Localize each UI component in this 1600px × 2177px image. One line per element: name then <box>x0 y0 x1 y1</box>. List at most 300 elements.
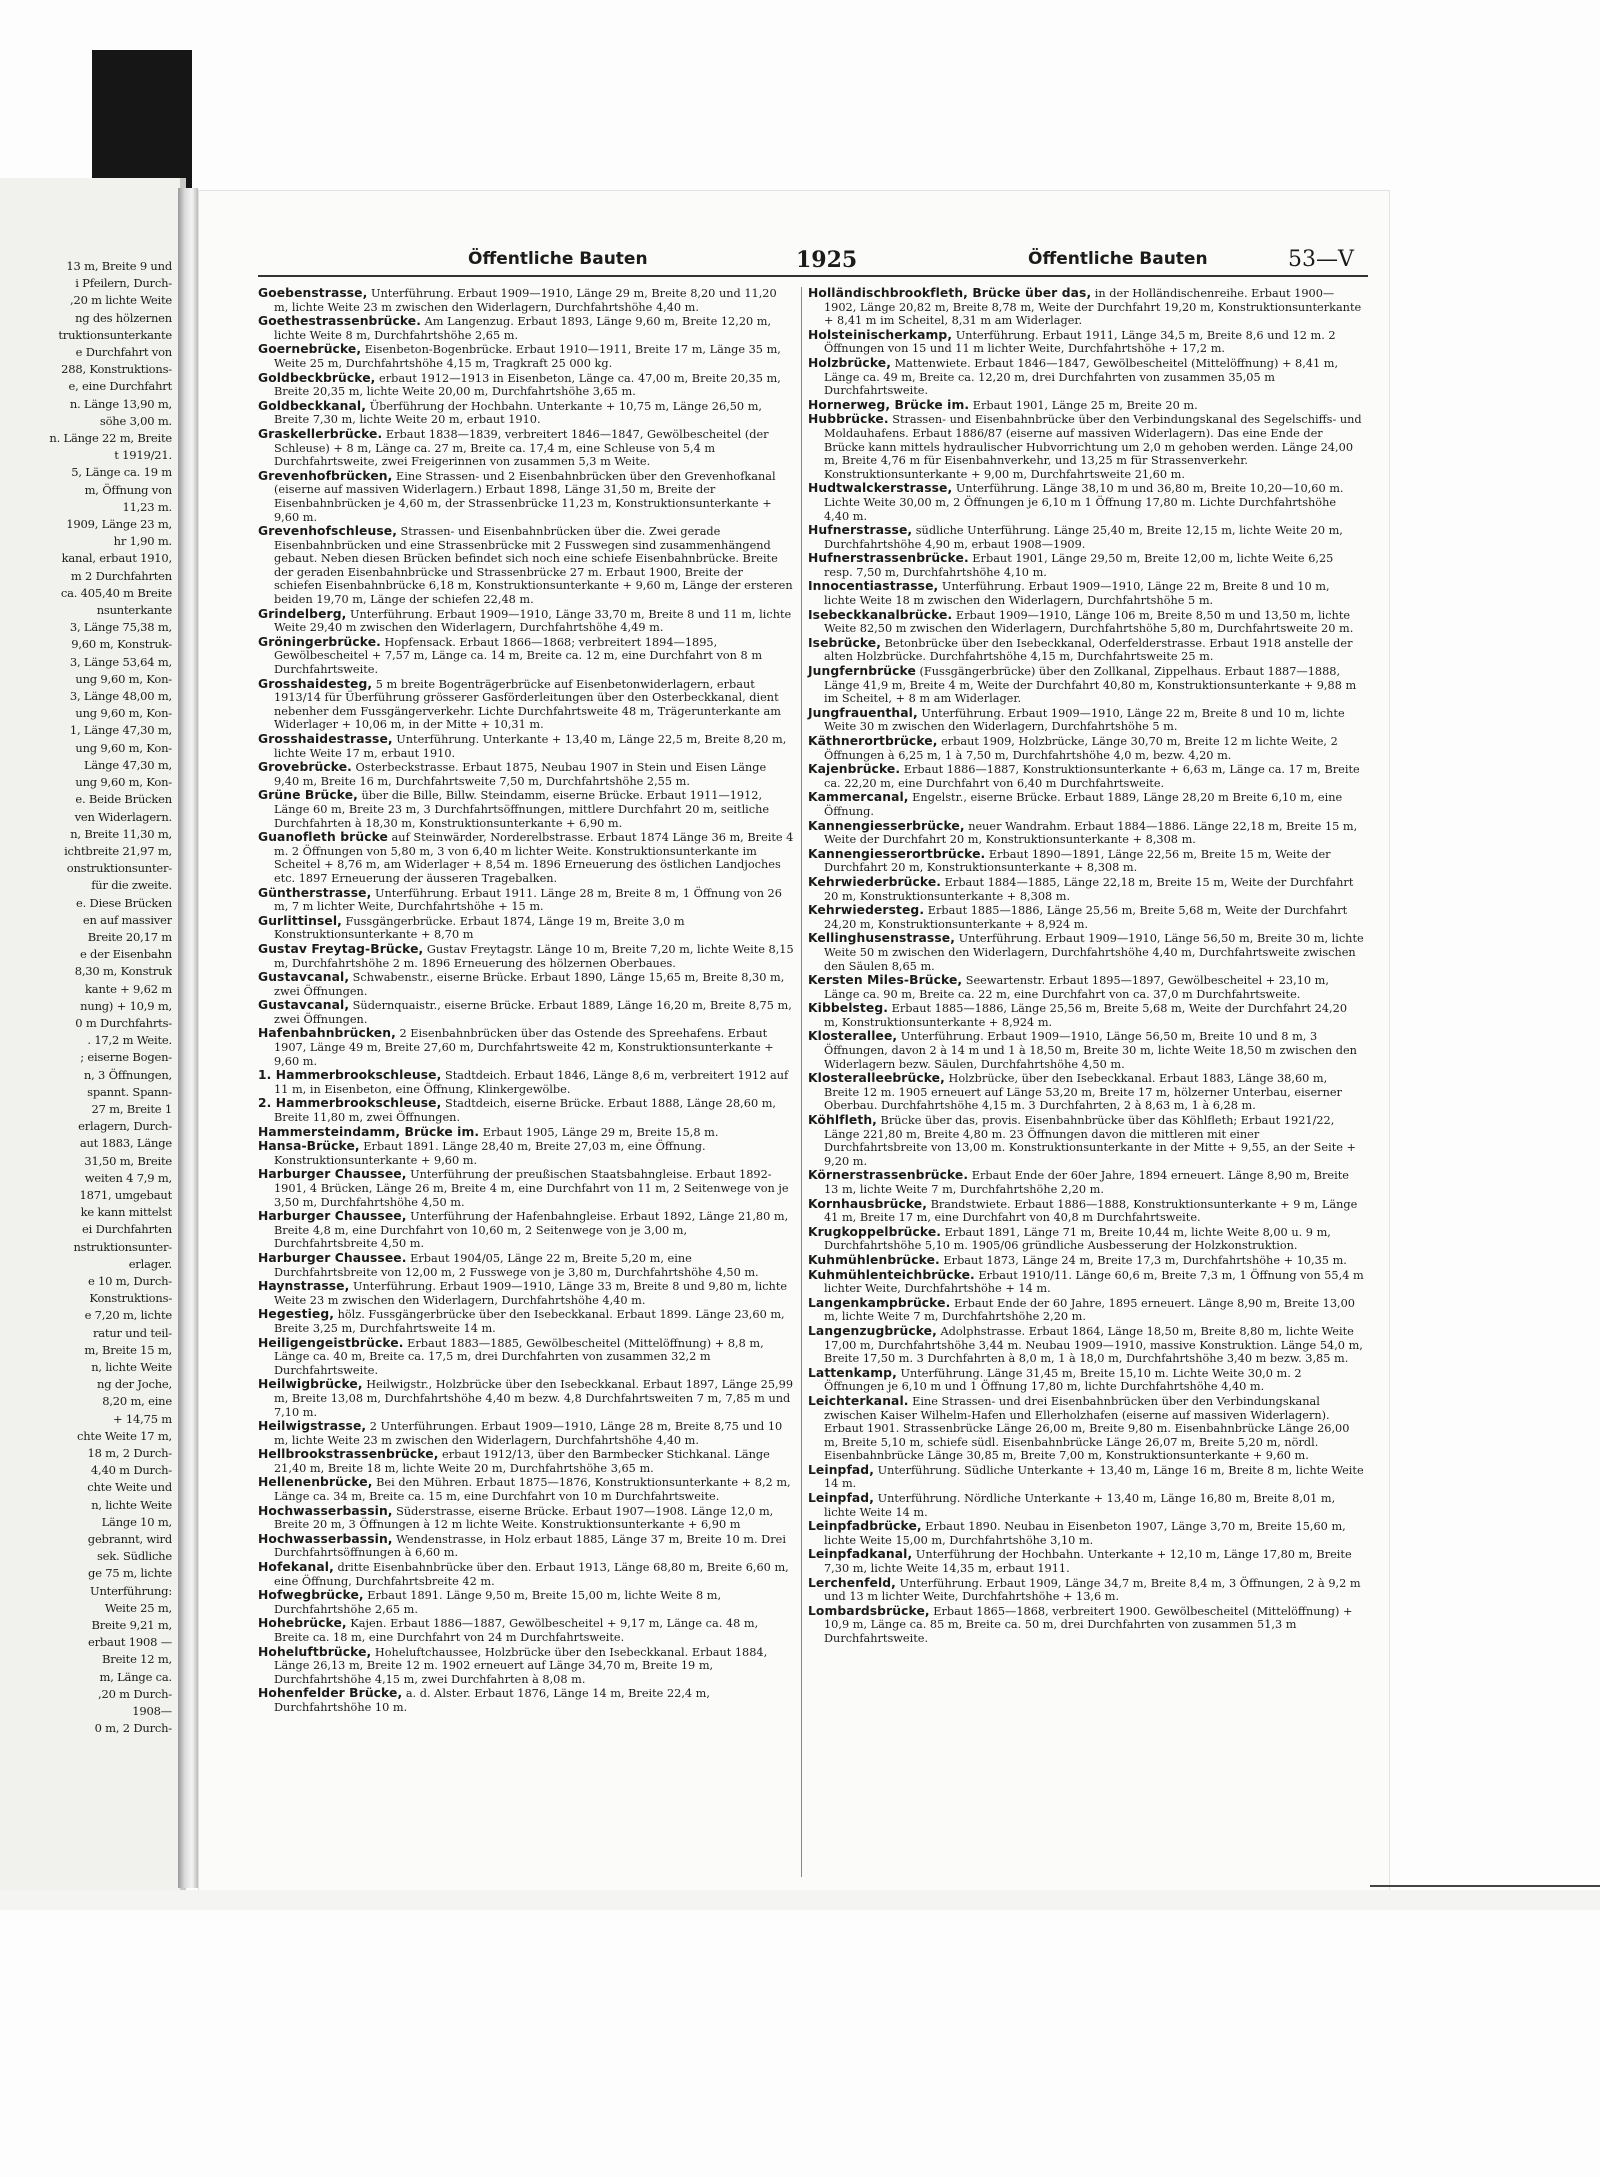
entry-title: Hufnerstrasse, <box>808 523 913 538</box>
entry-text: Erbaut 1891. Länge 28,40 m, Breite 27,03 m, eine Öffnung. Konstruktionsunterkante + 9,60 m. <box>274 1140 706 1167</box>
bridge-entry <box>258 761 794 788</box>
facing-page-line: ei Durchfahrten <box>82 1222 172 1237</box>
header-rule <box>258 275 1368 277</box>
entry-title: Leichterkanal. <box>808 1393 909 1408</box>
bridge-entry <box>258 1280 794 1307</box>
bridge-entry <box>808 1002 1364 1029</box>
bridge-entry <box>808 482 1364 523</box>
entry-text: Erbaut 1885—1886, Länge 25,56 m, Breite 5,68 m, Weite der Durchfahrt 24,20 m, Konstruktionsunterkante + 8,924 m. <box>824 1002 1348 1029</box>
entry-title: Goldbeckkanal, <box>258 398 366 413</box>
facing-page-line: 27 m, Breite 1 <box>91 1101 172 1116</box>
entry-title: Isebeckkanalbrücke. <box>808 607 953 622</box>
facing-page-line: ichtbreite 21,97 m, <box>64 843 172 858</box>
entry-text: in der Holländischenreihe. Erbaut 1900—1902, Länge 20,82 m, Breite 8,78 m, Weite der Durchfahrt 19,20 m, Konstruktionsunterkante + 8,41 m im Scheitel, 8,31 m am Widerlager. <box>824 287 1362 328</box>
entry-text: Erbaut 1905, Länge 29 m, Breite 15,8 m. <box>479 1125 719 1139</box>
facing-page-line: e 7,20 m, lichte <box>84 1308 172 1323</box>
entry-title: Leinpfad, <box>808 1491 874 1506</box>
entry-title: Grindelberg, <box>258 606 347 621</box>
entry-title: Lombardsbrücke, <box>808 1603 930 1618</box>
facing-page-line: Weite 25 m, <box>104 1600 172 1615</box>
entry-text: Eine Strassen- und drei Eisenbahnbrücken über den Verbindungskanal zwischen Kaiser Wilhelm-Hafen und Ellerholzhafen (eiserne auf massiven Widerlagern). Erbaut 1901. Strassenbrücke Länge 26,00 m, Breite 9,80 m. Eisenbahnbrücke Länge 26,00 m, Breite 5,10 m, schiefe südl. Eisenbahnbrücke Länge 26,07 m, Breite 5,20 m, nördl. Eisenbahnbrücke Länge 30,85 m, Breite 7,00 m, Konstruktionsunterkante + 9,60 m. <box>824 1394 1350 1463</box>
bridge-entry <box>258 971 794 998</box>
entry-title: Jungfernbrücke <box>808 664 916 679</box>
entry-title: Heiligengeistbrücke. <box>258 1335 404 1350</box>
bridge-entry <box>808 1169 1364 1196</box>
facing-page-line: erbaut 1908 — <box>87 1635 172 1650</box>
entry-text: Erbaut 1901, Länge 29,50 m, Breite 12,00 m, lichte Weite 6,25 resp. 7,50 m, Durchfahrtshöhe 4,10 m. <box>824 552 1334 579</box>
entry-title: Kannengiesserbrücke, <box>808 818 965 833</box>
facing-page-line: 0 m, 2 Durch- <box>94 1721 172 1736</box>
facing-page-line: ng des hölzernen <box>75 310 172 325</box>
facing-page-line: en auf massiver <box>82 912 172 927</box>
entry-title: Hohebrücke, <box>258 1616 347 1631</box>
right-column <box>808 287 1364 1647</box>
bridge-entry <box>808 763 1364 790</box>
bridge-entry <box>808 1464 1364 1491</box>
facing-page-line: ca. 405,40 m Breite <box>60 585 172 600</box>
entry-title: Kannengiesserortbrücke. <box>808 846 986 861</box>
entry-title: Goethestrassenbrücke. <box>258 314 422 329</box>
entry-title: Hammersteindamm, Brücke im. <box>258 1124 480 1139</box>
entry-text: a. d. Alster. Erbaut 1876, Länge 14 m, Breite 22,4 m, Durchfahrtshöhe 10 m. <box>274 1687 710 1714</box>
entry-title: Langenzugbrücke, <box>808 1323 937 1338</box>
entry-text: über die Bille, Billw. Steindamm, eiserne Brücke. Erbaut 1911—1912, Länge 60 m, Breite 23 m, 3 Durchfahrtsöffnungen, mittlere Durchfahrt 20 m, seitliche Durchfahrten à 18,30 m, Konstruktionsunterkante + 6,90 m. <box>274 789 770 830</box>
entry-title: Holländischbrookfleth, Brücke über das, <box>808 286 1092 300</box>
entry-title: Hofekanal, <box>258 1560 334 1575</box>
page-number: 53—V <box>1288 247 1354 272</box>
entry-title: Lattenkamp, <box>808 1365 897 1380</box>
facing-page-line: ung 9,60 m, Kon- <box>75 740 172 755</box>
entry-title: Kammercanal, <box>808 790 909 805</box>
entry-title: Hornerweg, Brücke im. <box>808 397 970 412</box>
entry-title: Grevenhofbrücken, <box>258 468 393 483</box>
facing-page-line: sek. Südliche <box>96 1549 172 1564</box>
facing-page-line: ,20 m Durch- <box>98 1686 172 1701</box>
facing-page-line: 18 m, 2 Durch- <box>87 1446 172 1461</box>
entry-title: Hellbrookstrassenbrücke, <box>258 1447 439 1462</box>
entry-title: Holsteinischerkamp, <box>808 327 953 342</box>
facing-page-line: für die zweite. <box>91 878 172 893</box>
entry-text: südliche Unterführung. Länge 25,40 m, Breite 12,15 m, lichte Weite 20 m, Durchfahrtshöhe 4,90 m, erbaut 1908—1909. <box>824 524 1343 551</box>
entry-title: Graskellerbrücke. <box>258 426 383 441</box>
facing-page-line: Breite 12 m, <box>102 1652 172 1667</box>
entry-text: Erbaut 1885—1886, Länge 25,56 m, Breite 5,68 m, Weite der Durchfahrt 24,20 m, Konstruktionsunterkante + 8,924 m. <box>824 904 1348 931</box>
entry-title: Langenkampbrücke. <box>808 1295 951 1310</box>
bridge-entry <box>258 1168 794 1209</box>
facing-page-line: kante + 9,62 m <box>85 981 172 996</box>
facing-page-line: n, Breite 11,30 m, <box>70 826 172 841</box>
facing-page-fragment <box>0 178 186 1898</box>
bridge-entry <box>808 932 1364 973</box>
entry-title: Gröningerbrücke. <box>258 634 381 649</box>
facing-page-line: 1, Länge 47,30 m, <box>69 723 172 738</box>
facing-page-line: m, Öffnung von <box>84 482 172 497</box>
entry-text: Osterbeckstrasse. Erbaut 1875, Neubau 1907 in Stein und Eisen Länge 9,40 m, Breite 16 m, Durchfahrtsweite 7,50 m, Durchfahrtshöhe 2,55 m. <box>274 761 767 788</box>
entry-title: Hudtwalckerstrasse, <box>808 481 953 496</box>
entry-text: Erbaut Ende der 60 Jahre, 1895 erneuert. Länge 8,90 m, Breite 13,00 m, lichte Weite 7 m, Durchfahrtshöhe 2,20 m. <box>824 1296 1355 1324</box>
entry-text: (Fussgängerbrücke) über den Zollkanal, Zippelhaus. Erbaut 1887—1888, Länge 41,9 m, Breite 4 m, Weite der Durchfahrt 40,80 m, Konstruktionsunterkante + 9,88 m im Scheitel, + 8 m am Widerlager. <box>824 665 1357 706</box>
entry-title: Klosteralleebrücke, <box>808 1071 945 1086</box>
bridge-entry <box>258 608 794 635</box>
bridge-entry <box>258 999 794 1026</box>
entry-title: Kajenbrücke. <box>808 762 901 777</box>
facing-page-line: Breite 9,21 m, <box>91 1618 172 1633</box>
facing-page-line: hr 1,90 m. <box>113 534 172 549</box>
facing-page-line: e der Eisenbahn <box>80 947 172 962</box>
entry-title: Jungfrauenthal, <box>808 705 918 720</box>
bridge-entry <box>808 1548 1364 1575</box>
facing-page-line: ng der Joche, <box>97 1377 172 1392</box>
entry-title: Krugkoppelbrücke. <box>808 1224 942 1239</box>
facing-page-line: aut 1883, Länge <box>79 1136 172 1151</box>
entry-title: Hellenenbrücke, <box>258 1475 373 1490</box>
entry-title: Leinpfad, <box>808 1462 874 1477</box>
entry-text: Unterführung der Hochbahn. Unterkante + 12,10 m, Länge 17,80 m, Breite 7,30 m, lichte Weite 14,35 m, erbaut 1911. <box>824 1548 1352 1576</box>
facing-page-line: 9,60 m, Konstruk- <box>71 637 172 652</box>
bridge-entry <box>258 1252 794 1279</box>
entry-text: Brandstwiete. Erbaut 1886—1888, Konstruktionsunterkante + 9 m, Länge 41 m, Breite 17 m, eine Durchfahrt von 40,8 m Durchfahrtsweite. <box>824 1197 1358 1225</box>
entry-title: Kuhmühlenteichbrücke. <box>808 1267 975 1282</box>
scan-edge-rule <box>1370 1885 1600 1887</box>
facing-page-line: 8,30 m, Konstruk <box>74 964 172 979</box>
bridge-entry <box>258 1448 794 1475</box>
entry-text: dritte Eisenbahnbrücke über den. Erbaut 1913, Länge 68,80 m, Breite 6,60 m, eine Öffnung, Durchfahrtsbreite 42 m. <box>274 1561 789 1588</box>
bridge-entry <box>258 943 794 970</box>
facing-page-line: ung 9,60 m, Kon- <box>75 706 172 721</box>
bridge-entry <box>808 1030 1364 1071</box>
entry-text: auf Steinwärder, Norderelbstrasse. Erbaut 1874 Länge 36 m, Breite 4 m. 2 Öffnungen von 5,80 m, 3 von 6,40 m lichter Weite. Konstruktionsunterkante im Scheitel + 8,76 m, am Widerlager + 8,54 m. 1896 Erneuerung des östlichen Landjoches etc. 1897 Erneuerung der äusseren Tragebalken. <box>274 831 794 885</box>
entry-title: Gustavcanal, <box>258 970 350 985</box>
facing-page-line: Konstruktions- <box>89 1291 172 1306</box>
bridge-entry <box>808 707 1364 734</box>
entry-text: Erbaut 1901, Länge 25 m, Breite 20 m. <box>969 398 1198 412</box>
bridge-entry <box>258 915 794 942</box>
entry-title: Gustav Freytag-Brücke, <box>258 941 424 956</box>
entry-title: Harburger Chaussee, <box>258 1167 407 1182</box>
column-divider <box>801 287 802 1877</box>
facing-page-line: chte Weite 17 m, <box>76 1428 172 1443</box>
bridge-entry <box>808 1520 1364 1547</box>
facing-page-line: nstruktionsunter- <box>73 1239 172 1254</box>
bridge-entry <box>808 1226 1364 1253</box>
facing-page-line: m 2 Durchfahrten <box>70 568 172 583</box>
bridge-entry <box>808 665 1364 706</box>
entry-title: Heilwigbrücke, <box>258 1377 363 1392</box>
header-left-title: Öffentliche Bauten <box>468 249 648 269</box>
bridge-entry <box>258 428 794 469</box>
entry-title: Holzbrücke, <box>808 355 891 370</box>
entry-text: Unterführung. Südliche Unterkante + 13,40 m, Länge 16 m, Breite 8 m, lichte Weite 14 m. <box>824 1463 1364 1491</box>
entry-title: Goernebrücke, <box>258 342 362 357</box>
bridge-entry <box>258 789 794 830</box>
entry-text: erbaut 1912—1913 in Eisenbeton, Länge ca. 47,00 m, Breite 20,35 m, Breite 20,35 m, lichte Weite 20,00 m, Durchfahrtshöhe 3,65 m. <box>274 371 781 399</box>
facing-page-line: + 14,75 m <box>113 1411 172 1426</box>
facing-page-line: Breite 20,17 m <box>87 929 172 944</box>
entry-title: Innocentiastrasse, <box>808 579 939 594</box>
facing-page-line: 1908— <box>132 1704 172 1719</box>
bridge-entry <box>258 1505 794 1532</box>
page-header <box>258 245 1388 281</box>
bridge-entry <box>808 1254 1364 1268</box>
bridge-entry <box>808 1367 1364 1394</box>
entry-text: Stadtdeich. Erbaut 1846, Länge 8,6 m, verbreitert 1912 auf 11 m, in Eisenbeton, eine Öffnung, Klinkergewölbe. <box>274 1069 789 1096</box>
entry-title: Leinpfadbrücke, <box>808 1519 922 1534</box>
facing-page-line: ung 9,60 m, Kon- <box>75 775 172 790</box>
entry-text: Am Langenzug. Erbaut 1893, Länge 9,60 m, Breite 12,20 m, lichte Weite 8 m, Durchfahrtshöhe 2,65 m. <box>274 315 772 342</box>
entry-text: Unterführung. Erbaut 1909—1910, Länge 56,50 m, Breite 30 m, lichte Weite 50 m zwischen den Widerlagern, Durchfahrtshöhe 4,40 m, Durchfahrtsweite zwischen den Säulen 8,65 m. <box>824 932 1364 973</box>
entry-text: Gustav Freytagstr. Länge 10 m, Breite 7,20 m, lichte Weite 8,15 m, Durchfahrtshöhe 2 m. 1896 Erneuerung des hölzernen Oberbaues. <box>274 942 794 970</box>
facing-page-line: erlager. <box>128 1256 172 1271</box>
facing-page-line: 8,20 m, eine <box>102 1394 172 1409</box>
facing-page-line: ratur und teil- <box>92 1325 172 1340</box>
bridge-entry <box>808 1269 1364 1296</box>
entry-title: Gurlittinsel, <box>258 913 342 928</box>
bridge-entry <box>258 887 794 914</box>
entry-text: Unterführung. Nördliche Unterkante + 13,40 m, Länge 16,80 m, Breite 8,01 m, lichte Weite 14 m. <box>824 1492 1336 1519</box>
bridge-entry <box>258 1308 794 1335</box>
entry-text: Erbaut 1886—1887, Konstruktionsunterkante + 6,63 m, Länge ca. 17 m, Breite ca. 22,20 m, eine Durchfahrt von 6,40 m Durchfahrtsweite. <box>824 763 1360 790</box>
entry-text: Erbaut 1891, Länge 71 m, Breite 10,44 m, lichte Weite 8,00 u. 9 m, Durchfahrtshöhe 5,10 m. 1905/06 gründliche Ausbesserung der Holzkonstruktion. <box>824 1225 1331 1253</box>
facing-page-line: ge 75 m, lichte <box>88 1566 172 1581</box>
entry-text: Strassen- und Eisenbahnbrücke über den Verbindungskanal des Segelschiffs- und Moldauhafens. Erbaut 1886/87 (eiserne auf massiven Widerlagern). Das eine Ende der Brücke kann mittels hydraulischer Hubvorrichtung um 2,0 m gehoben werden. Länge 24,00 m, Breite 4,76 m für Eisenbahnverkehr, und 13,25 m für Strassenverkehr. Konstruktionsunterkante + 9,00 m, Durchfahrtsweite 21,60 m. <box>824 413 1362 481</box>
facing-page-line: n. Länge 22 m, Breite <box>49 431 172 446</box>
entry-title: Goldbeckbrücke, <box>258 370 376 385</box>
entry-text: Holzbrücke, über den Isebeckkanal. Erbaut 1883, Länge 38,60 m, Breite 12 m. 1905 erneuert auf Länge 53,20 m, Breite 17 m, hölzerner Unterbau, eiserner Oberbau. Durchfahrtshöhe 4,15 m. 3 Durchfahrten, 2 à 8,63 m, 1 à 6,28 m. <box>824 1072 1342 1113</box>
bridge-entry <box>258 1533 794 1560</box>
bridge-entry <box>258 1646 794 1687</box>
entry-text: Erbaut 1865—1868, verbreitert 1900. Gewölbescheitel (Mittelöffnung) + 10,9 m, Länge ca. 85 m, Breite ca. 50 m, drei Durchfahrten von zusammen 51,3 m Durchfahrtsweite. <box>824 1604 1353 1645</box>
entry-text: Engelstr., eiserne Brücke. Erbaut 1889, Länge 28,20 m Breite 6,10 m, eine Öffnung. <box>824 791 1343 818</box>
left-column <box>258 287 794 1716</box>
bridge-entry <box>258 315 794 342</box>
entry-text: Unterführung. Erbaut 1911. Länge 28 m, Breite 8 m, 1 Öffnung von 26 m, 7 m lichter Weite, Durchfahrtshöhe + 15 m. <box>274 886 782 914</box>
bridge-entry <box>808 637 1364 664</box>
facing-page-line: 11,23 m. <box>122 499 172 514</box>
entry-title: Grüne Brücke, <box>258 788 358 803</box>
entry-title: Grovebrücke. <box>258 760 352 775</box>
facing-page-line: söhe 3,00 m. <box>99 413 172 428</box>
entry-text: Erbaut 1910/11. Länge 60,6 m, Breite 7,3 m, 1 Öffnung von 55,4 m lichter Weite, Durchfahrtshöhe + 14 m. <box>824 1268 1364 1296</box>
entry-title: Isebrücke, <box>808 635 882 650</box>
bridge-entry <box>258 1126 794 1140</box>
bridge-entry <box>808 357 1364 398</box>
bridge-entry <box>808 848 1364 875</box>
entry-text: Schwabenstr., eiserne Brücke. Erbaut 1890, Länge 15,65 m, Breite 8,30 m, zwei Öffnungen. <box>274 971 785 998</box>
entry-text: Betonbrücke über den Isebeckkanal, Oderfelderstrasse. Erbaut 1918 anstelle der alten Holzbrücke. Durchfahrtshöhe 4,15 m, Durchfahrtsweite 25 m. <box>824 636 1353 664</box>
facing-page-line: n, 3 Öffnungen, <box>83 1067 172 1082</box>
bridge-entry <box>808 1072 1364 1113</box>
bridge-entry <box>808 904 1364 931</box>
entry-title: Kibbelsteg. <box>808 1001 889 1016</box>
facing-page-line: 5, Länge ca. 19 m <box>71 465 172 480</box>
bridge-entry <box>808 735 1364 762</box>
entry-text: Erbaut 1884—1885, Länge 22,18 m, Breite 15 m, Weite der Durchfahrt 20 m, Konstruktionsunterkante + 8,308 m. <box>824 875 1354 903</box>
entry-text: Heilwigstr., Holzbrücke über den Isebeckkanal. Erbaut 1897, Länge 25,99 m, Breite 13,08 m, Durchfahrtshöhe 4,40 m bezw. 4,8 Durchfahrtsweiten 7 m, 7,85 m und 7,10 m. <box>274 1378 794 1419</box>
facing-page-line: ven Widerlagern. <box>74 809 172 824</box>
entry-text: Kajen. Erbaut 1886—1887, Gewölbescheitel + 9,17 m, Länge ca. 48 m, Breite ca. 18 m, eine Durchfahrt von 24 m Durchfahrtsweite. <box>274 1617 759 1644</box>
entry-title: 2. Hammerbrookschleuse, <box>258 1096 442 1111</box>
bridge-entry <box>808 399 1364 413</box>
bridge-entry <box>258 400 794 427</box>
entry-text: erbaut 1912/13, über den Barmbecker Stichkanal. Länge 21,40 m, Breite 18 m, lichte Weite 20 m, Durchfahrtshöhe 3,65 m. <box>274 1448 770 1475</box>
entry-title: Goebenstrasse, <box>258 286 368 300</box>
entry-text: Adolphstrasse. Erbaut 1864, Länge 18,50 m, Breite 8,80 m, lichte Weite 17,00 m, Durchfahrtshöhe 3,44 m. Neubau 1909—1910, massive Konstruktion. Länge 54,0 m, Breite 17,50 m. 3 Durchfahrten à 8,0 m, 1 à 18,0 m, Durchfahrtshöhe 3,40 m bezw. 3,85 m. <box>824 1324 1363 1366</box>
bridge-entry <box>258 1561 794 1588</box>
bridge-entry <box>808 413 1364 481</box>
facing-page-line: . 17,2 m Weite. <box>87 1033 172 1048</box>
entry-title: Harburger Chaussee, <box>258 1209 407 1224</box>
entry-text: Eisenbeton-Bogenbrücke. Erbaut 1910—1911, Breite 17 m, Länge 35 m, Weite 25 m, Durchfahrtshöhe 4,15 m, Tragkraft 25 000 kg. <box>274 343 781 370</box>
entry-title: Gustavcanal, <box>258 998 350 1013</box>
entry-text: Hopfensack. Erbaut 1866—1868; verbreitert 1894—1895, Gewölbescheitel + 7,57 m, Länge ca. 14 m, Breite ca. 12 m, eine Durchfahrt von 8 m Durchfahrtsweite. <box>274 635 763 677</box>
bridge-entry <box>258 1476 794 1503</box>
bridge-entry <box>808 1114 1364 1168</box>
entry-text: Erbaut 1838—1839, verbreitert 1846—1847, Gewölbescheitel (der Schleuse) + 8 m, Länge ca. 27 m, Breite ca. 17,4 m, eine Schleuse von 5,4 m Durchfahrtsweite, zwei Freigerinnen von zusammen 5,3 m Weite. <box>274 427 769 469</box>
bridge-entry <box>258 1210 794 1251</box>
entry-text: Unterführung. Länge 38,10 m und 36,80 m, Breite 10,20—10,60 m. Lichte Weite 30,00 m, 2 Öffnungen je 6,10 m 1 Öffnung 17,80 m. Lichte Durchfahrtshöhe 4,40 m. <box>824 482 1344 523</box>
entry-title: Hegestieg, <box>258 1307 335 1322</box>
entry-title: Hochwasserbassin, <box>258 1531 393 1546</box>
entry-title: Hubbrücke. <box>808 412 889 427</box>
entry-text: Unterführung. Länge 31,45 m, Breite 15,10 m. Lichte Weite 30,0 m. 2 Öffnungen je 6,10 m und 1 Öffnung 17,80 m, lichte Durchfahrtshöhe 4,40 m. <box>824 1366 1302 1394</box>
entry-text: 5 m breite Bogenträgerbrücke auf Eisenbetonwiderlagern, erbaut 1913/14 für Überführung grösserer Gasförderleitungen über den Osterbeckkanal, dient nebenher dem Fussgängerverkehr. Lichte Durchfahrtsweite 48 m, Trägerunterkante am Widerlager + 10,06 m, in der Mitte + 10,31 m. <box>274 677 781 732</box>
bridge-entry <box>258 1027 794 1068</box>
bridge-entry <box>258 1617 794 1644</box>
entry-title: Haynstrasse, <box>258 1279 350 1294</box>
bridge-entry <box>258 636 794 677</box>
entry-title: Grosshaidestrasse, <box>258 732 393 746</box>
facing-page-line: e 10 m, Durch- <box>87 1273 172 1288</box>
entry-text: Fussgängerbrücke. Erbaut 1874, Länge 19 m, Breite 3,0 m Konstruktionsunterkante + 8,70 m <box>274 914 685 942</box>
entry-text: Unterführung der preußischen Staatsbahngleise. Erbaut 1892-1901, 4 Brücken, Länge 26 m, Breite 4 m, eine Durchfahrt von 11 m, 2 Seitenwege von je 3,50 m, Durchfahrtshöhe 4,50 m. <box>274 1168 789 1209</box>
entry-title: Hoheluftbrücke, <box>258 1644 372 1659</box>
entry-text: Überführung der Hochbahn. Unterkante + 10,75 m, Länge 26,50 m, Breite 7,30 m, lichte Weite 20 m, erbaut 1910. <box>274 399 763 427</box>
facing-page-line: kanal, erbaut 1910, <box>61 551 172 566</box>
facing-page-line: Länge 10 m, <box>101 1514 172 1529</box>
entry-text: Unterführung der Hafenbahngleise. Erbaut 1892, Länge 21,80 m, Breite 4,8 m, eine Durchfahrt von 10,60 m, 2 Seitenwege von je 3,00 m, Durchfahrtsbreite 4,50 m. <box>274 1210 789 1251</box>
entry-text: Brücke über das, provis. Eisenbahnbrücke über das Köhlfleth; Erbaut 1921/22, Länge 221,80 m, Breite 4,80 m. 23 Öffnungen davon die mittleren mit einer Durchfahrtsbreite von 13,00 m. Konstruktionsunterkante in der Mitte + 9,55, an der Seite + 9,20 m. <box>824 1114 1356 1168</box>
entry-title: Hohenfelder Brücke, <box>258 1686 403 1701</box>
bridge-entry <box>258 1069 794 1096</box>
entry-text: Erbaut 1909—1910, Länge 106 m, Breite 8,50 m und 13,50 m, lichte Weite 82,50 m zwischen den Widerlagern, Durchfahrtshöhe 5,80 m, Durchfahrtsweite 20 m. <box>824 608 1354 636</box>
facing-page-line: n, lichte Weite <box>91 1360 172 1374</box>
bridge-entry <box>808 580 1364 607</box>
facing-page-line: gebrannt, wird <box>87 1532 172 1547</box>
entry-text: Unterführung. Erbaut 1909—1910, Länge 33 m, Breite 8 und 9,80 m, lichte Weite 23 m zwischen den Widerlagern, Durchfahrtshöhe 4,40 m. <box>274 1280 788 1307</box>
entry-text: Unterführung. Erbaut 1909—1910, Länge 22 m, Breite 8 und 10 m, lichte Weite 30 m zwischen den Widerlagern, Durchfahrtshöhe 5 m. <box>824 706 1345 734</box>
facing-page-line: n, lichte Weite <box>91 1497 172 1512</box>
facing-page-line: weiten 4 7,9 m, <box>84 1170 172 1185</box>
entry-title: Körnerstrassenbrücke. <box>808 1168 969 1183</box>
entry-text: 2 Eisenbahnbrücken über das Ostende des Spreehafens. Erbaut 1907, Länge 49 m, Breite 27,60 m, Durchfahrtsweite 42 m, Konstruktionsunterkante + 9,60 m. <box>274 1027 774 1068</box>
facing-page-line: ke kann mittelst <box>80 1205 172 1220</box>
entry-text: Eine Strassen- und 2 Eisenbahnbrücken über den Grevenhofkanal (eiserne auf massiven Widerlagern.) Erbaut 1898, Länge 31,50 m, Breite der Eisenbahnbrücken je 4,60 m, der Strassenbrücke 11,23 m, Konstruktionsunterkante + 9,60 m. <box>274 469 776 524</box>
entry-title: Hofwegbrücke, <box>258 1588 364 1603</box>
entry-text: 2 Unterführungen. Erbaut 1909—1910, Länge 28 m, Breite 8,75 und 10 m, lichte Weite 23 m zwischen den Widerlagern, Durchfahrtshöhe 4,40 m. <box>274 1420 783 1447</box>
bridge-entry <box>808 1577 1364 1604</box>
facing-page-line: m, Breite 15 m, <box>84 1342 172 1357</box>
facing-page-text <box>2 258 172 1737</box>
bridge-entry <box>808 1198 1364 1225</box>
facing-page-line: ung 9,60 m, Kon- <box>75 671 172 686</box>
bridge-entry <box>258 1589 794 1616</box>
facing-page-line: 1871, umgebaut <box>79 1187 172 1202</box>
entry-text: Stadtdeich, eiserne Brücke. Erbaut 1888, Länge 28,60 m, Breite 11,80 m, zwei Öffnungen. <box>274 1097 777 1125</box>
bridge-entry <box>808 1395 1364 1463</box>
facing-page-line: 288, Konstruktions- <box>61 362 172 377</box>
bridge-entry <box>808 1325 1364 1366</box>
entry-text: Südernquaistr., eiserne Brücke. Erbaut 1889, Länge 16,20 m, Breite 8,75 m, zwei Öffnungen. <box>274 999 792 1026</box>
scan-bottom-strip <box>0 1890 1600 1910</box>
facing-page-line: 1909, Länge 23 m, <box>66 517 172 532</box>
facing-page-line: m, Länge ca. <box>99 1669 172 1684</box>
entry-title: Kehrwiederbrücke. <box>808 874 942 889</box>
facing-page-line: e, eine Durchfahrt <box>68 379 172 394</box>
facing-page-line: truktionsunterkante <box>58 327 172 342</box>
book-binding <box>178 188 198 1888</box>
entry-text: Hoheluftchaussee, Holzbrücke über den Isebeckkanal. Erbaut 1884, Länge 26,13 m, Breite 12 m. 1902 erneuert auf Länge 34,70 m, Breite 19 m, Durchfahrtshöhe 4,15 m, zwei Durchfahrten à 8,08 m. <box>274 1645 768 1686</box>
facing-page-line: ; eiserne Bogen- <box>80 1050 172 1065</box>
facing-page-line: Unterführung: <box>89 1583 172 1598</box>
entry-title: Hochwasserbassin, <box>258 1503 393 1518</box>
entry-text: Erbaut 1891. Länge 9,50 m, Breite 15,00 m, lichte Weite 8 m, Durchfahrtshöhe 2,65 m. <box>274 1589 722 1616</box>
entry-title: Kellinghusenstrasse, <box>808 931 955 946</box>
bridge-entry <box>808 552 1364 579</box>
bridge-entry <box>808 524 1364 551</box>
bridge-entry <box>258 343 794 370</box>
entry-title: Hafenbahnbrücken, <box>258 1026 396 1041</box>
entry-text: Süderstrasse, eiserne Brücke. Erbaut 1907—1908. Länge 12,0 m, Breite 20 m, 3 Öffnungen à 12 m lichte Weite. Konstruktionsunterkante + 6,90 m <box>274 1504 774 1532</box>
bridge-entry <box>258 1687 794 1714</box>
entry-title: Käthnerortbrücke, <box>808 734 938 748</box>
bridge-entry <box>258 1337 794 1378</box>
facing-page-line: 3, Länge 75,38 m, <box>69 620 172 635</box>
bridge-entry <box>258 733 794 760</box>
bridge-entry <box>258 372 794 399</box>
entry-text: erbaut 1909, Holzbrücke, Länge 30,70 m, Breite 12 m lichte Weite, 2 Öffnungen à 6,25 m, 1 à 7,50 m, Durchfahrtshöhe 4,0 m, bezw. 4,20 m. <box>824 735 1338 762</box>
bridge-entry <box>808 287 1364 328</box>
facing-page-line: 3, Länge 48,00 m, <box>69 689 172 704</box>
facing-page-line: 0 m Durchfahrts- <box>75 1015 172 1030</box>
entry-text: Erbaut 1883—1885, Gewölbescheitel (Mittelöffnung) + 8,8 m, Länge ca. 40 m, Breite ca. 17,5 m, drei Durchfahrten von zusammen 32,2 m Durchfahrtsweite. <box>274 1336 764 1377</box>
bridge-entry <box>258 1140 794 1167</box>
bridge-entry <box>258 831 794 885</box>
facing-page-line: onstruktionsunter- <box>66 861 172 876</box>
entry-title: Hansa-Brücke, <box>258 1139 360 1154</box>
facing-page-line: e. Diese Brücken <box>76 895 172 910</box>
bridge-entry <box>808 974 1364 1001</box>
entry-text: hölz. Fussgängerbrücke über den Isebeckkanal. Erbaut 1899. Länge 23,60 m, Breite 3,25 m, Durchfahrtsweite 14 m. <box>274 1308 785 1335</box>
facing-page-line: n. Länge 13,90 m, <box>69 396 172 411</box>
facing-page-line: nsunterkante <box>96 603 172 618</box>
entry-title: Kuhmühlenbrücke. <box>808 1252 940 1267</box>
entry-title: 1. Hammerbrookschleuse, <box>258 1068 442 1083</box>
entry-text: Unterführung. Erbaut 1911, Länge 34,5 m, Breite 8,6 und 12 m. 2 Öffnungen von 15 und 11 m lichter Weite, Durchfahrtshöhe + 17,2 m. <box>824 328 1336 356</box>
entry-text: Unterführung. Erbaut 1909—1910, Länge 29 m, Breite 8,20 und 11,20 m, lichte Weite 23 m zwischen den Widerlagern, Durchfahrtshöhe 4,40 m. <box>274 287 777 314</box>
facing-page-line: 13 m, Breite 9 und <box>66 259 172 273</box>
entry-text: Erbaut 1904/05, Länge 22 m, Breite 5,20 m, eine Durchfahrtsbreite von 12,00 m, 2 Fusswege von je 3,80 m, Durchfahrtshöhe 4,50 m. <box>274 1251 759 1279</box>
facing-page-line: i Pfeilern, Durch- <box>75 276 172 291</box>
facing-page-line: Länge 47,30 m, <box>83 757 172 772</box>
entry-text: Unterführung. Erbaut 1909—1910, Länge 56,50 m, Breite 10 und 8 m, 3 Öffnungen, davon 2 à 14 m und 1 à 18,50 m, Breite 30 m, lichte Weite 18,50 m zwischen den Widerlagern bezw. Säulen, Durchfahrtshöhe 4,50 m. <box>824 1030 1357 1071</box>
facing-page-line: spannt. Spann- <box>87 1084 172 1099</box>
entry-title: Heilwigstrasse, <box>258 1419 367 1434</box>
entry-title: Grevenhofschleuse, <box>258 524 397 539</box>
bridge-entry <box>258 678 794 732</box>
entry-title: Harburger Chaussee. <box>258 1250 407 1265</box>
entry-text: Mattenwiete. Erbaut 1846—1847, Gewölbescheitel (Mittelöffnung) + 8,41 m, Länge ca. 49 m, Breite ca. 12,20 m, drei Durchfahrten von zusammen 35,05 m Durchfahrtsweite. <box>824 356 1339 398</box>
facing-page-line: e Durchfahrt von <box>75 345 172 360</box>
